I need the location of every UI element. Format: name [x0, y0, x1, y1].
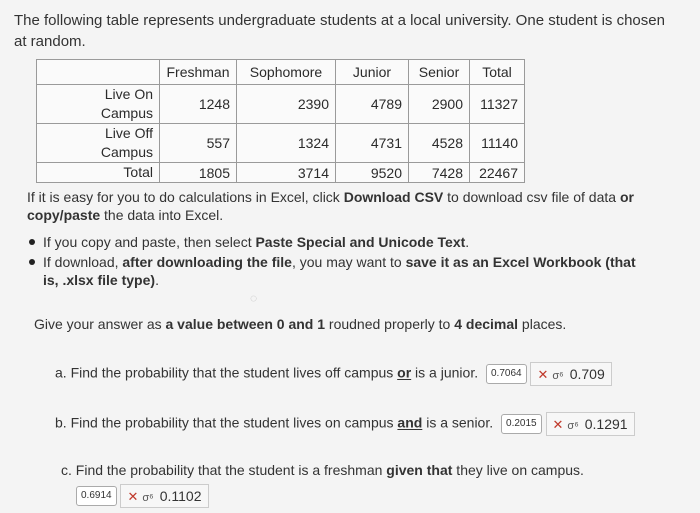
table-cell: 3714	[237, 163, 336, 183]
instruction-text: the data into Excel.	[100, 207, 224, 223]
row-label	[37, 85, 160, 124]
table-cell: 7428	[409, 163, 470, 183]
question-text: b. Find the probability that the student lives on campus	[55, 414, 398, 431]
excel-instructions	[27, 188, 647, 224]
table-cell: 2390	[237, 85, 336, 124]
table-cell: 11327	[470, 85, 525, 124]
answer-feedback	[546, 412, 635, 436]
instruction-text: Paste Special and Unicode Text	[255, 234, 466, 250]
table-cell: 4528	[409, 124, 470, 163]
download-csv-link[interactable]: Download CSV	[343, 189, 444, 205]
instruction-text: places.	[518, 316, 567, 332]
instruction-text: .	[155, 272, 159, 288]
instruction-text: to download csv file of data	[443, 189, 620, 205]
question-b	[55, 412, 635, 436]
list-item	[27, 253, 647, 289]
col-header: Senior	[409, 60, 470, 85]
table-row	[37, 85, 525, 124]
instruction-text: If it is easy for you to do calculations in Excel, click	[27, 189, 344, 205]
answer-input[interactable]: 0.6914	[76, 486, 117, 506]
incorrect-x-icon: ✕	[552, 417, 564, 432]
instruction-text: Give your answer as	[34, 316, 166, 332]
instruction-text: If download,	[43, 254, 123, 270]
col-header: Junior	[336, 60, 409, 85]
table-cell: 1248	[160, 85, 237, 124]
question-text: is a junior.	[411, 364, 479, 381]
col-header: Sophomore	[237, 60, 336, 85]
table-header-row	[37, 60, 525, 85]
answer-instructions	[34, 316, 566, 332]
answer-input[interactable]: 0.2015	[501, 414, 542, 434]
question-c	[61, 462, 584, 478]
incorrect-x-icon: ✕	[537, 367, 549, 382]
instruction-text: If you copy and paste, then select	[43, 234, 256, 250]
bullet-icon	[29, 239, 35, 245]
row-label-line: Live On	[104, 86, 153, 102]
table-cell: 9520	[336, 163, 409, 183]
table-cell: 4789	[336, 85, 409, 124]
instruction-text: , you may want to	[291, 254, 406, 270]
correct-answer: 0.709	[569, 366, 605, 382]
col-header: Total	[470, 60, 525, 85]
question-a	[55, 362, 612, 386]
table-row	[37, 163, 525, 183]
answer-feedback	[120, 484, 208, 508]
table-corner	[37, 60, 160, 85]
answer-input[interactable]: 0.7064	[486, 364, 527, 384]
table-cell: 22467	[470, 163, 525, 183]
question-text: is a senior.	[422, 414, 494, 431]
question-c-answer-row	[76, 484, 209, 508]
question-text: c. Find the probability that the student is a freshman	[61, 462, 387, 478]
sigma-icon[interactable]: σ⁶	[142, 492, 154, 504]
cursor-icon: ◌	[250, 291, 258, 305]
sigma-icon[interactable]: σ⁶	[552, 370, 564, 382]
question-text: they live on campus.	[452, 462, 584, 478]
row-label-line: Live Off	[105, 125, 153, 141]
table-cell: 11140	[470, 124, 525, 163]
table-cell: 1805	[160, 163, 237, 183]
table-cell: 2900	[409, 85, 470, 124]
correct-answer: 0.1102	[159, 488, 202, 504]
student-table	[36, 59, 525, 183]
instruction-text: save it as an Excel Workbook (that is, .xlsx file type)	[43, 254, 636, 288]
incorrect-x-icon: ✕	[127, 489, 139, 504]
question-text: and	[397, 414, 423, 431]
instruction-text: .	[465, 234, 470, 250]
row-label-line: Campus	[100, 144, 153, 160]
instruction-text: a value between 0 and 1	[165, 316, 326, 332]
question-text: given that	[386, 462, 453, 478]
question-text: a. Find the probability that the student lives off campus	[55, 364, 398, 381]
bullet-icon	[29, 259, 35, 265]
question-text: or	[397, 364, 412, 381]
instruction-text: after downloading the file	[122, 254, 292, 270]
row-label	[37, 124, 160, 163]
answer-feedback	[530, 362, 611, 386]
correct-answer: 0.1291	[584, 416, 628, 432]
col-header: Freshman	[160, 60, 237, 85]
instruction-text: 4 decimal	[454, 316, 519, 332]
instruction-list	[27, 233, 647, 291]
instruction-text: or copy/paste	[27, 189, 634, 223]
row-label: Total	[37, 163, 160, 183]
list-item	[27, 233, 647, 251]
table-cell: 557	[160, 124, 237, 163]
problem-intro: The following table represents undergraduate students at a local university. One student is chosen at random.	[14, 12, 665, 50]
instruction-text: roudned properly to	[325, 316, 455, 332]
row-label-line: Campus	[100, 105, 153, 121]
table-cell: 4731	[336, 124, 409, 163]
table-row	[37, 124, 525, 163]
table-cell: 1324	[237, 124, 336, 163]
sigma-icon[interactable]: σ⁶	[567, 420, 579, 432]
